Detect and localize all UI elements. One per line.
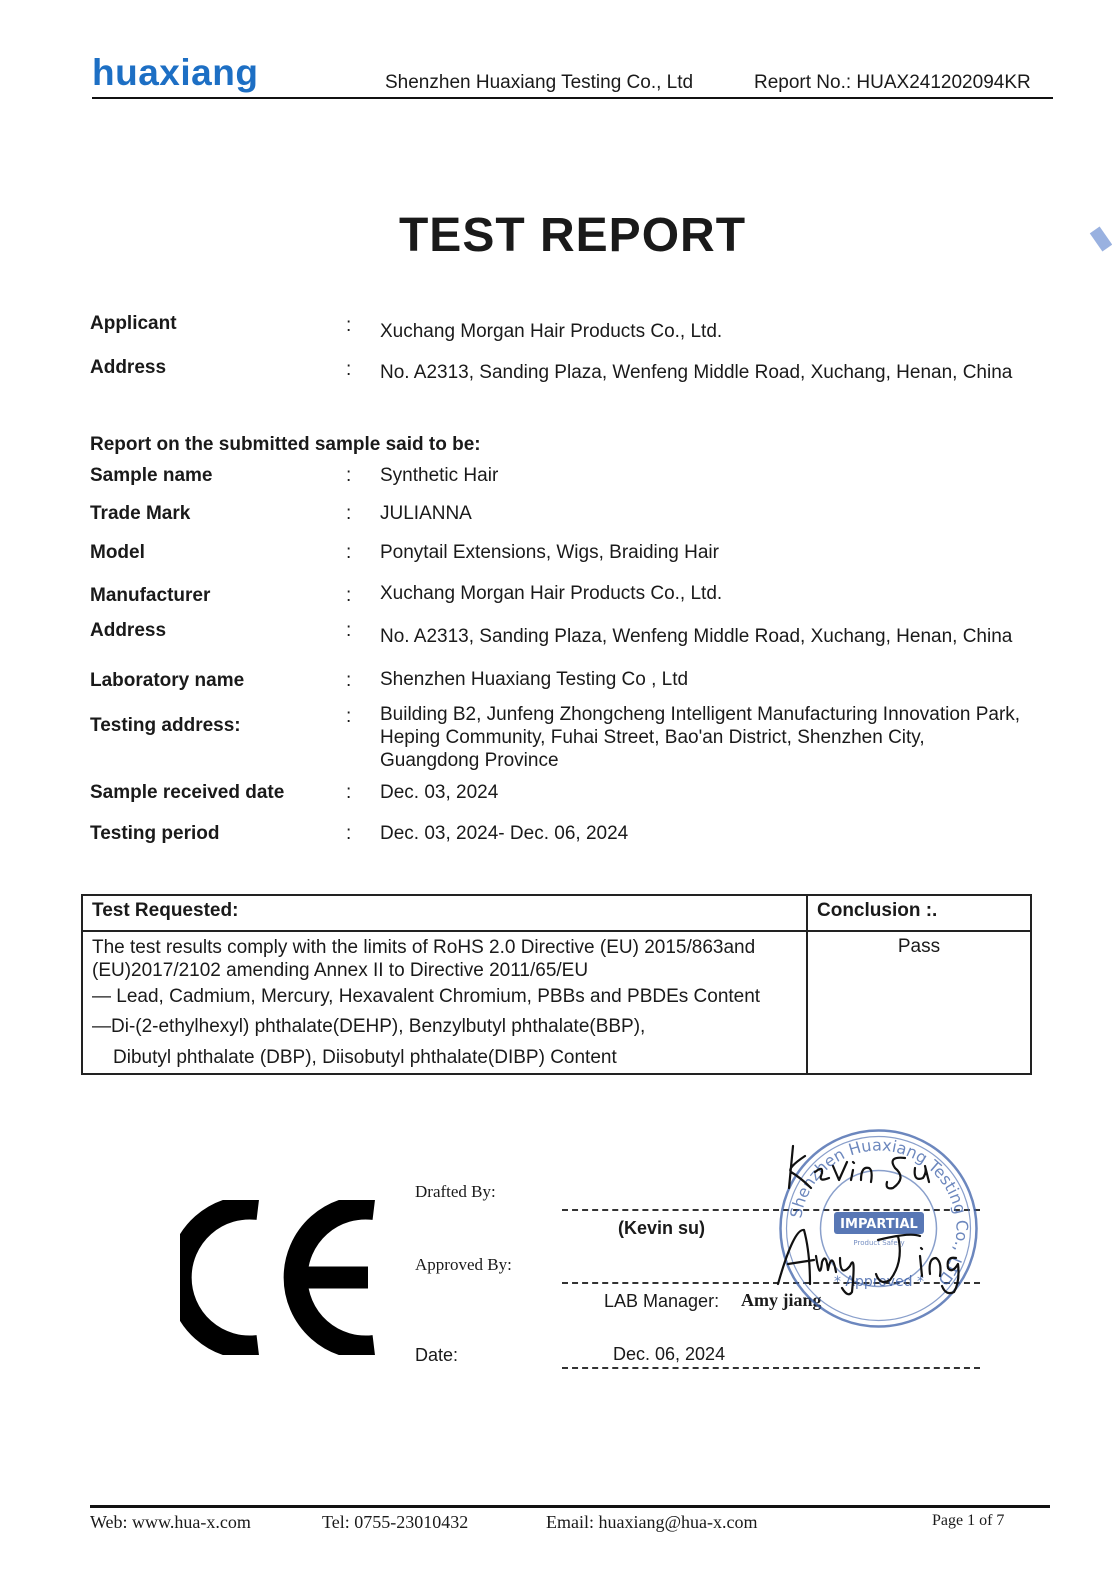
laboratory-name-value: Shenzhen Huaxiang Testing Co , Ltd	[380, 669, 689, 690]
manufacturer-label: Manufacturer	[90, 585, 211, 606]
company-logo: huaxiang	[92, 52, 259, 93]
footer-page-number: Page 1 of 7	[932, 1512, 1005, 1529]
date-label: Date:	[415, 1345, 459, 1365]
manufacturer-address-label: Address	[90, 620, 167, 641]
test-requested-line: Dibutyl phthalate (DBP), Diisobutyl phthalate(DIBP) Content	[113, 1047, 617, 1068]
header-company-name: Shenzhen Huaxiang Testing Co., Ltd	[385, 72, 694, 93]
footer-divider	[90, 1505, 1050, 1508]
model-value: Ponytail Extensions, Wigs, Braiding Hair	[380, 542, 719, 563]
testing-address-line: Heping Community, Fuhai Street, Bao'an District, Shenzhen City,	[380, 727, 925, 748]
colon: :	[346, 542, 352, 563]
colon: :	[346, 706, 352, 727]
date-line	[562, 1367, 980, 1369]
applicant-address-value: No. A2313, Sanding Plaza, Wenfeng Middle Road, Xuchang, Henan, China	[380, 362, 1013, 383]
manufacturer-address-value: No. A2313, Sanding Plaza, Wenfeng Middle Road, Xuchang, Henan, China	[380, 626, 1013, 647]
drafted-by-name: (Kevin su)	[618, 1218, 706, 1238]
footer-web: Web: www.hua-x.com	[90, 1512, 251, 1532]
signature-kevin-su	[775, 1138, 975, 1198]
test-requested-header: Test Requested:	[82, 895, 807, 931]
sample-intro: Report on the submitted sample said to be:	[90, 434, 481, 455]
sample-name-value: Synthetic Hair	[380, 465, 499, 486]
trade-mark-label: Trade Mark	[90, 503, 191, 524]
applicant-value: Xuchang Morgan Hair Products Co., Ltd.	[380, 321, 723, 342]
date-value: Dec. 06, 2024	[613, 1344, 726, 1364]
colon: :	[346, 823, 352, 844]
stamp-ring-textpath: Shenzhen Huaxiang Testing Co., LTD	[786, 1135, 972, 1290]
testing-period-value: Dec. 03, 2024- Dec. 06, 2024	[380, 823, 629, 844]
stamp-badge-text: IMPARTIAL	[840, 1217, 918, 1232]
conclusion-cell: Pass	[807, 931, 1031, 1074]
page-title: TEST REPORT	[398, 209, 747, 262]
sample-received-date-label: Sample received date	[90, 782, 285, 803]
colon: :	[346, 465, 352, 486]
test-requested-line: The test results comply with the limits of RoHS 2.0 Directive (EU) 2015/863and	[92, 937, 756, 958]
colon: :	[346, 782, 352, 803]
header-divider	[92, 97, 1053, 99]
lab-manager-name: Amy jiang	[741, 1290, 822, 1310]
test-results-table	[81, 894, 1032, 1075]
colon: :	[346, 670, 352, 691]
signature-amy-jiang	[770, 1222, 970, 1297]
ce-mark-icon	[180, 1200, 385, 1355]
stamp-badge-subtext: Product Safety	[853, 1239, 905, 1247]
test-requested-line: — Lead, Cadmium, Mercury, Hexavalent Chromium, PBBs and PBDEs Content	[92, 986, 761, 1007]
header-report-number: Report No.: HUAX241202094KR	[754, 72, 1031, 93]
applicant-label: Applicant	[90, 313, 177, 334]
footer-tel: Tel: 0755-23010432	[322, 1512, 469, 1532]
colon: :	[346, 620, 352, 641]
sample-received-date-value: Dec. 03, 2024	[380, 782, 499, 803]
conclusion-header: Conclusion :.	[807, 895, 1031, 931]
manufacturer-value: Xuchang Morgan Hair Products Co., Ltd.	[380, 583, 723, 604]
trade-mark-value: JULIANNA	[380, 503, 472, 524]
colon: :	[346, 503, 352, 524]
drafted-by-label: Drafted By:	[415, 1182, 496, 1201]
approved-by-label: Approved By:	[415, 1255, 512, 1274]
testing-address-line: Building B2, Junfeng Zhongcheng Intelligent Manufacturing Innovation Park,	[380, 704, 1021, 725]
lab-manager-label: LAB Manager:	[604, 1291, 720, 1311]
applicant-address-label: Address	[90, 357, 167, 378]
colon: :	[346, 585, 352, 606]
model-label: Model	[90, 542, 145, 563]
testing-address-line: Guangdong Province	[380, 750, 559, 771]
footer-email: Email: huaxiang@hua-x.com	[546, 1512, 758, 1532]
test-requested-cell	[82, 931, 807, 1074]
stamp-approved-text: * Approved *	[833, 1274, 925, 1290]
test-requested-line: (EU)2017/2102 amending Annex II to Directive 2011/65/EU	[92, 960, 589, 981]
testing-address-value	[380, 703, 1020, 772]
laboratory-name-label: Laboratory name	[90, 670, 245, 691]
testing-address-label: Testing address:	[90, 715, 241, 736]
colon: :	[346, 359, 352, 380]
sample-name-label: Sample name	[90, 465, 213, 486]
colon: :	[346, 315, 352, 336]
test-requested-line: —Di-(2-ethylhexyl) phthalate(DEHP), Benzylbutyl phthalate(BBP),	[92, 1016, 646, 1037]
testing-period-label: Testing period	[90, 823, 220, 844]
